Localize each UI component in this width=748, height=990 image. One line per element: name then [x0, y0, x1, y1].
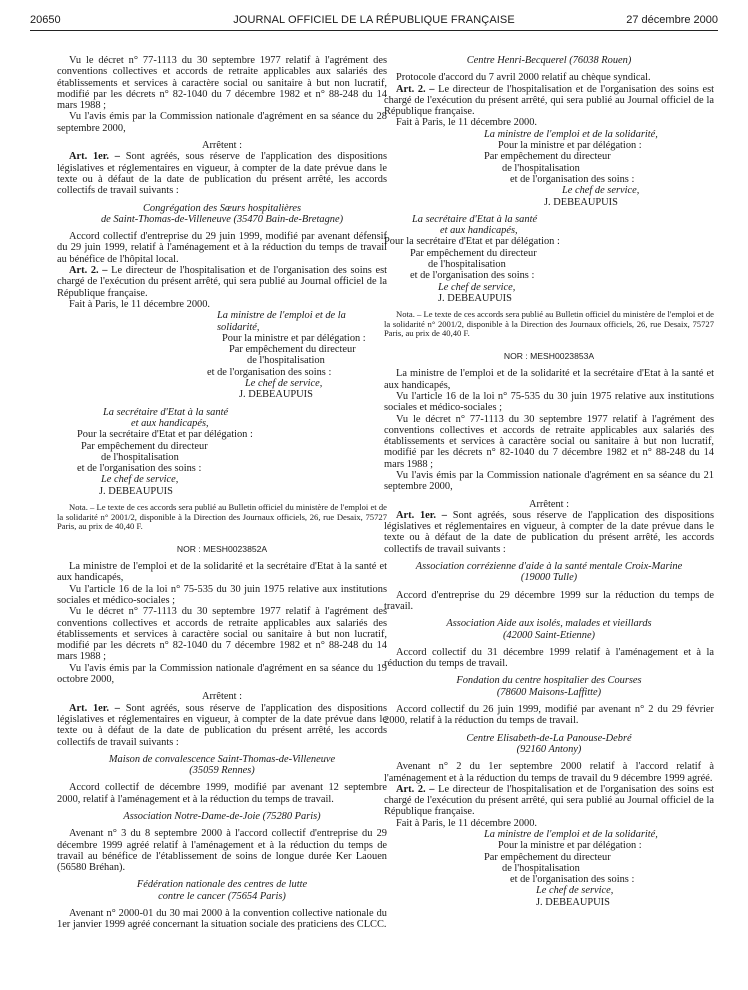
organization-heading: Maison de convalescence Saint-Thomas-de-Villeneuve	[108, 753, 336, 765]
organization-heading: Congrégation des Sœurs hospitalières	[142, 202, 302, 214]
paragraph: Fait à Paris, le 11 décembre 2000.	[396, 817, 538, 829]
page-number: 20650	[30, 14, 61, 26]
paragraph: Avenant n° 2000-01 du 30 mai 2000 à la convention collective nationale du 1er janvier 1999 agréé concernant la situation sociale des praticiens des CLCC.	[57, 908, 387, 931]
paragraph: Accord collectif de décembre 1999, modifié par avenant 12 septembre 2000, relatif à l'aménagement et à la réduction du temps de travail.	[57, 782, 387, 805]
signature-line: Pour la ministre et par délégation :	[222, 332, 366, 344]
signature-line: La secrétaire d'Etat à la santé	[103, 406, 229, 418]
signature-line: et de l'organisation des soins :	[77, 463, 202, 475]
article-text: Sont agréés, sous réserve de l'application des dispositions législatives et réglementaires en vigueur, à compter de la date prévue dans le texte ou à défaut de la date de publication du présent arrêté, les accords collectifs de travail suivants :	[57, 702, 387, 748]
signature-line: de l'hospitalisation	[428, 259, 506, 271]
paragraph	[57, 703, 387, 748]
article-text: Sont agréés, sous réserve de l'application des dispositions législatives et réglementaires en vigueur, à compter de la date prévue dans le texte ou à défaut de la date de publication du présent arrêté, les accords collectifs de travail suivants :	[57, 151, 387, 197]
paragraph: Vu le décret n° 77-1113 du 30 septembre 1977 relatif à l'agrément des conventions collectives et accords de retraite applicables aux salariés des établissements et services à caractère social ou sanitaire à but non lucratif, modifié par les décrets n° 82-1040 du 7 décembre 1982 et n° 88-248 du 14 mars 1988 ;	[384, 413, 714, 470]
paragraph: Accord d'entreprise du 29 décembre 1999 sur la réduction du temps de travail.	[384, 589, 714, 612]
paragraph: Vu le décret n° 77-1113 du 30 septembre 1977 relatif à l'agrément des conventions collectives et accords de retraite applicables aux salariés des établissements et services à caractère social ou sanitaire à but non lucratif, modifié par les décrets n° 82-1040 du 7 décembre 1982 et n° 88-248 du 14 mars 1988 ;	[57, 55, 387, 112]
article-text: Le directeur de l'hospitalisation et de l'organisation des soins est chargé de l'exécution du présent arrêté, qui sera publié au Journal officiel de la République française.	[57, 265, 388, 299]
paragraph: Vu l'avis émis par la Commission nationale d'agrément en sa séance du 21 septembre 2000,	[384, 469, 714, 493]
heading-arretent: Arrêtent :	[201, 691, 243, 703]
signature-line: et de l'organisation des soins :	[510, 874, 635, 886]
signature-line: Le chef de service,	[101, 474, 179, 486]
signature-line: J. DEBEAUPUIS	[536, 896, 610, 908]
signature-line: Pour la ministre et par délégation :	[498, 840, 642, 852]
paragraph: Accord collectif d'entreprise du 29 juin 1999, modifié par avenant défensif du 29 juin 1999, relatif à l'aménagement et à la réduction du temps de travail au bénéfice de l'hôpital local.	[57, 231, 387, 265]
organization-heading: (78600 Maisons-Laffitte)	[496, 686, 602, 698]
paragraph: Vu l'avis émis par la Commission nationale d'agrément en sa séance du 28 septembre 2000,	[57, 111, 387, 134]
organization-heading: (92160 Antony)	[516, 743, 582, 755]
paragraph	[57, 265, 387, 299]
paragraph	[384, 510, 714, 555]
article-number: Art. 2. –	[396, 83, 435, 95]
paragraph: Vu l'article 16 de la loi n° 75-535 du 30 juin 1975 relative aux institutions sociales et médico-sociales ;	[57, 583, 387, 606]
signature-line: et de l'organisation des soins :	[207, 366, 332, 378]
organization-heading: (35059 Rennes)	[189, 765, 255, 777]
signature-line: et de l'organisation des soins :	[510, 173, 635, 185]
header-rule	[30, 30, 718, 31]
signature-line: Par empêchement du directeur	[484, 851, 611, 863]
paragraph: Fait à Paris, le 11 décembre 2000.	[396, 117, 538, 129]
nota-note: Nota. – Le texte de ces accords sera publié au Bulletin officiel du ministère de l'emploi et de la solidarité n° 2001/2, disponible à la Direction des Journaux officiels, 26, rue Desaix, 75727 Paris, au prix de 40,40 F.	[384, 309, 714, 339]
article-text: Le directeur de l'hospitalisation et de l'organisation des soins est chargé de l'exécution du présent arrêté, qui sera publié au Journal officiel de la République française.	[384, 783, 715, 818]
signature-line: La ministre de l'emploi et de la solidarité,	[484, 128, 658, 140]
article-text: Sont agréés, sous réserve de l'application des dispositions législatives et réglementaires en vigueur, à compter de la date prévue dans le texte ou à défaut de la date de publication du présent arrêté, les accords collectifs de travail suivants :	[384, 509, 714, 555]
nor-reference: NOR : MESH0023853A	[503, 351, 595, 362]
heading-arretent: Arrêtent :	[201, 140, 243, 152]
paragraph: Fait à Paris, le 11 décembre 2000.	[69, 298, 211, 310]
organization-heading: Fédération nationale des centres de lutte	[136, 879, 308, 891]
paragraph: Vu le décret n° 77-1113 du 30 septembre 1977 relatif à l'agrément des conventions collectives et accords de retraite applicables aux salariés des établissements et services à caractère social ou sanitaire à but non lucratif, modifié par les décrets n° 82-1040 du 7 décembre 1982 et n° 88-248 du 14 mars 1988 ;	[57, 606, 387, 663]
article-text: Le directeur de l'hospitalisation et de l'organisation des soins est chargé de l'exécution du présent arrêté, qui sera publié au Journal officiel de la République française.	[384, 83, 715, 118]
paragraph: Avenant n° 2 du 1er septembre 2000 relatif à l'accord relatif à l'aménagement et à la réduction du temps de travail du 9 décembre 1999 agréé.	[384, 761, 714, 784]
paragraph: Accord collectif du 31 décembre 1999 relatif à l'aménagement et à la réduction du temps de travail.	[384, 646, 714, 670]
paragraph	[57, 151, 387, 196]
organization-heading: (42000 Saint-Etienne)	[502, 629, 596, 641]
organization-heading: Association corrézienne d'aide à la santé mentale Croix-Marine	[415, 561, 683, 573]
organization-heading: Centre Henri-Becquerel (76038 Rouen)	[466, 55, 632, 66]
paragraph: Accord collectif du 26 juin 1999, modifié par avenant n° 2 du 29 février 2000, relatif à la réduction du temps de travail.	[384, 704, 714, 727]
article-number: Art. 2. –	[69, 265, 108, 277]
organization-heading: Centre Elisabeth-de-La Panouse-Debré	[466, 732, 632, 744]
paragraph: La ministre de l'emploi et de la solidarité et la secrétaire d'Etat à la santé et aux handicapés,	[384, 368, 714, 391]
paragraph: Protocole d'accord du 7 avril 2000 relatif au chèque syndical.	[396, 72, 651, 84]
paragraph	[384, 784, 714, 818]
signature-line: Le chef de service,	[536, 885, 614, 897]
article-number: Art. 1er. –	[396, 509, 447, 521]
issue-date: 27 décembre 2000	[626, 14, 718, 26]
nota-note: Nota. – Le texte de ces accords sera publié au Bulletin officiel du ministère de l'emploi et de la solidarité n° 2001/2, disponible à la Direction des Journaux officiels, 26, rue Desaix, 75727 Paris, au prix de 40,40 F.	[57, 501, 387, 532]
signature-line: Par empêchement du directeur	[484, 151, 611, 163]
signature-line: et aux handicapés,	[131, 417, 209, 429]
signature-line: de l'hospitalisation	[502, 162, 580, 174]
article-number: Art. 1er. –	[69, 151, 120, 163]
signature-line: de l'hospitalisation	[247, 355, 325, 367]
organization-heading: Association Notre-Dame-de-Joie (75280 Paris)	[123, 811, 321, 822]
signature-line: Le chef de service,	[438, 281, 516, 293]
signature-line: J. DEBEAUPUIS	[239, 389, 313, 401]
signature-line: de l'hospitalisation	[101, 451, 179, 463]
heading-arretent: Arrêtent :	[528, 498, 570, 510]
paragraph: La ministre de l'emploi et de la solidarité et la secrétaire d'Etat à la santé et aux handicapés,	[57, 561, 387, 584]
organization-heading: de Saint-Thomas-de-Villeneuve (35470 Bain-de-Bretagne)	[100, 213, 344, 225]
signature-line: Par empêchement du directeur	[81, 440, 208, 452]
paragraph	[384, 84, 714, 118]
signature-line: La secrétaire d'Etat à la santé	[412, 213, 538, 225]
article-number: Art. 2. –	[396, 783, 435, 795]
signature-line: La ministre de l'emploi et de la solidarité,	[217, 310, 346, 333]
paragraph: Vu l'avis émis par la Commission nationale d'agrément en sa séance du 19 octobre 2000,	[57, 662, 387, 686]
organization-heading: Fondation du centre hospitalier des Courses	[456, 675, 642, 687]
organization-heading: Association Aide aux isolés, malades et vieillards	[446, 618, 652, 630]
signature-line: Pour la ministre et par délégation :	[498, 140, 642, 152]
signature-line: J. DEBEAUPUIS	[99, 485, 173, 497]
signature-line: J. DEBEAUPUIS	[438, 292, 512, 304]
signature-line: Le chef de service,	[562, 185, 640, 197]
signature-line: J. DEBEAUPUIS	[544, 196, 618, 208]
signature-line: Le chef de service,	[245, 378, 323, 390]
signature-line: Pour la secrétaire d'Etat et par délégation :	[77, 429, 253, 441]
left-column	[57, 55, 387, 931]
paragraph: Avenant n° 3 du 8 septembre 2000 à l'accord collectif d'entreprise du 29 décembre 1999 agréé relatif à l'aménagement et à la réduction du temps de travail au bénéfice de l'établissement de soins de longue durée Ker Laouen (56580 Bréhan).	[57, 828, 387, 874]
article-number: Art. 1er. –	[69, 702, 120, 714]
organization-heading: contre le cancer (75654 Paris)	[158, 890, 286, 902]
signature-line: de l'hospitalisation	[502, 862, 580, 874]
organization-heading: (19000 Tulle)	[520, 572, 578, 584]
right-column	[384, 55, 714, 908]
paragraph: Vu l'article 16 de la loi n° 75-535 du 30 juin 1975 relative aux institutions sociales et médico-sociales ;	[384, 390, 714, 414]
signature-line: Par empêchement du directeur	[410, 247, 537, 259]
signature-line: La ministre de l'emploi et de la solidarité,	[484, 829, 658, 840]
nor-reference: NOR : MESH0023852A	[176, 543, 268, 554]
journal-title: JOURNAL OFFICIEL DE LA RÉPUBLIQUE FRANÇAISE	[233, 14, 515, 26]
signature-line: et aux handicapés,	[440, 225, 518, 237]
signature-line: Pour la secrétaire d'Etat et par délégation :	[384, 236, 560, 248]
signature-line: Par empêchement du directeur	[229, 344, 356, 356]
signature-line: et de l'organisation des soins :	[410, 270, 535, 282]
page-header	[30, 14, 718, 28]
